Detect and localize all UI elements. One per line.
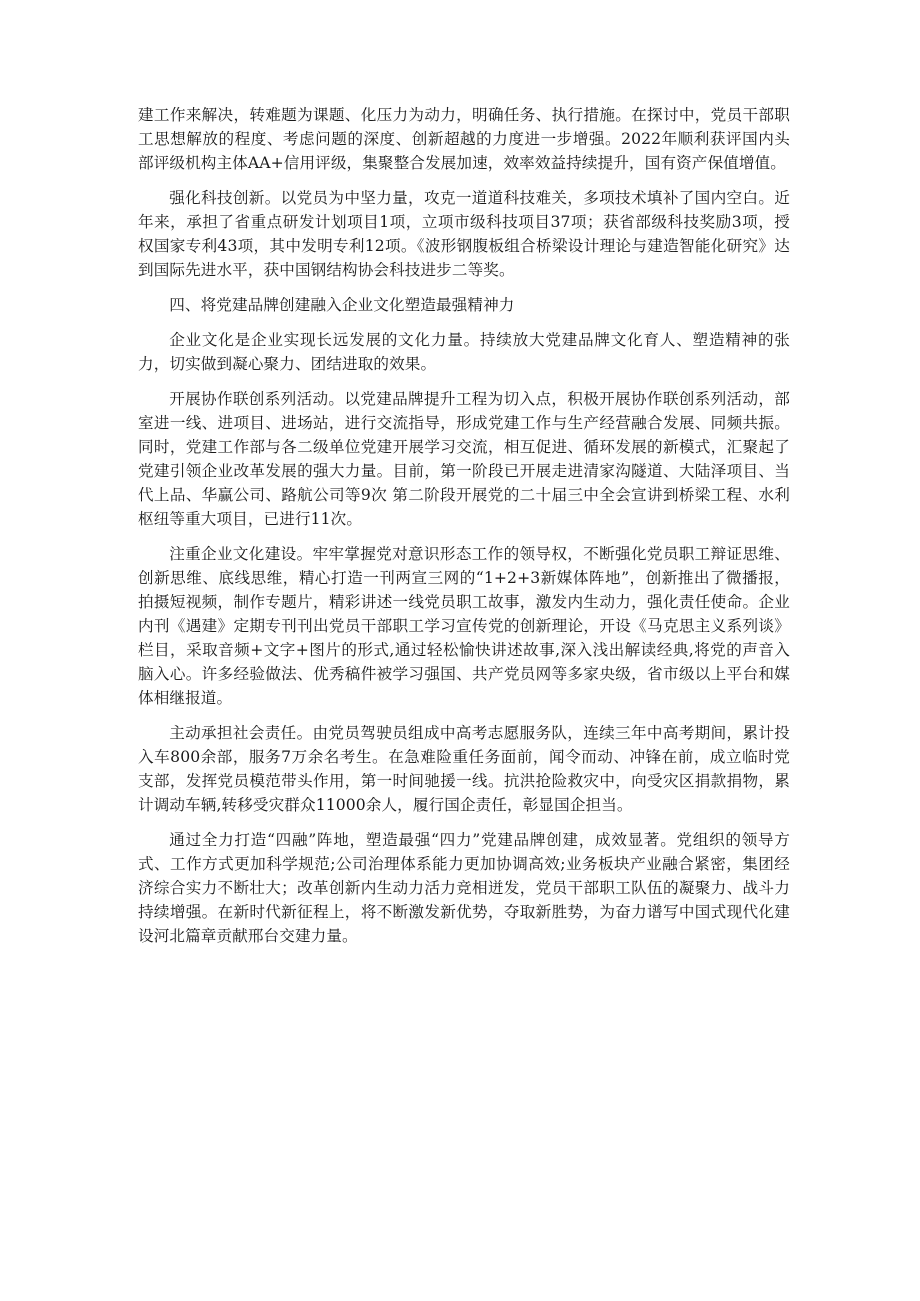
paragraph-collaboration: 开展协作联创系列活动。以党建品牌提升工程为切入点，积极开展协作联创系列活动，部室进一线、进项目、进场站，进行交流指导，形成党建工作与生产经营融合发展、同频共振。同时，党建工作部与各二级单位党建开展学习交流，相互促进、循环发展的新模式，汇聚起了党建引领企业改革发展的强大力量。目前，第一阶段已开展走进清家沟隧道、大陆泽项目、当代上品、华赢公司、路航公司等9次 第二阶段开展党的二十届三中全会宣讲到桥梁工程、水利枢纽等重大项目，已进行11次。	[138, 390, 790, 528]
paragraph-conclusion: 通过全力打造“四融”阵地，塑造最强“四力”党建品牌创建，成效显著。党组织的领导方式、工作方式更加科学规范;公司治理体系能力更加协调高效;业务板块产业融合紧密，集团经济综合实力不断壮大；改革创新内生动力活力竞相迸发，党员干部职工队伍的凝聚力、战斗力持续增强。在新时代新征程上，将不断激发新优势，夺取新胜势，为奋力谱写中国式现代化建设河北篇章贡献邢台交建力量。	[138, 831, 790, 945]
document-body	[138, 103, 790, 959]
paragraph-culture-building: 注重企业文化建设。牢牢掌握党对意识形态工作的领导权，不断强化党员职工辩证思维、创新思维、底线思维，精心打造一刊两宣三网的“1+2+3新媒体阵地”，创新推出了微播报，拍摄短视频，制作专题片，精彩讲述一线党员职工故事，激发内生动力，强化责任使命。企业内刊《遇建》定期专刊刊出党员干部职工学习宣传党的创新理论，开设《马克思主义系列谈》栏目，采取音频+文字+图片的形式,通过轻松愉快讲述故事,深入浅出解读经典,将党的声音入脑入心。许多经验做法、优秀稿件被学习强国、共产党员网等多家央级，省市级以上平台和媒体相继报道。	[138, 545, 790, 707]
paragraph-continuation: 建工作来解决，转难题为课题、化压力为动力，明确任务、执行措施。在探讨中，党员干部职工思想解放的程度、考虑问题的深度、创新超越的力度进一步增强。2022年顺利获评国内头部评级机构主体AA+信用评级，集聚整合发展加速，效率效益持续提升，国有资产保值增值。	[138, 106, 790, 172]
section-heading-four: 四、将党建品牌创建融入企业文化塑造最强精神力	[169, 296, 515, 314]
paragraph-tech-innovation: 强化科技创新。以党员为中坚力量，攻克一道道科技难关，多项技术填补了国内空白。近年来，承担了省重点研发计划项目1项，立项市级科技项目37项；获省部级科技奖励3项，授权国家专利43项，其中发明专利12项。《波形钢腹板组合桥梁设计理论与建造智能化研究》达到国际先进水平，获中国钢结构协会科技进步二等奖。	[138, 189, 790, 279]
paragraph-social-responsibility: 主动承担社会责任。由党员驾驶员组成中高考志愿服务队，连续三年中高考期间，累计投入车800余部，服务7万余名考生。在急难险重任务面前，闻令而动、冲锋在前，成立临时党支部，发挥党员模范带头作用，第一时间驰援一线。抗洪抢险救灾中，向受灾区捐款捐物，累计调动车辆,转移受灾群众11000余人，履行国企责任，彰显国企担当。	[138, 724, 790, 814]
paragraph-corporate-culture-intro: 企业文化是企业实现长远发展的文化力量。持续放大党建品牌文化育人、塑造精神的张力，切实做到凝心聚力、团结进取的效果。	[138, 331, 790, 373]
